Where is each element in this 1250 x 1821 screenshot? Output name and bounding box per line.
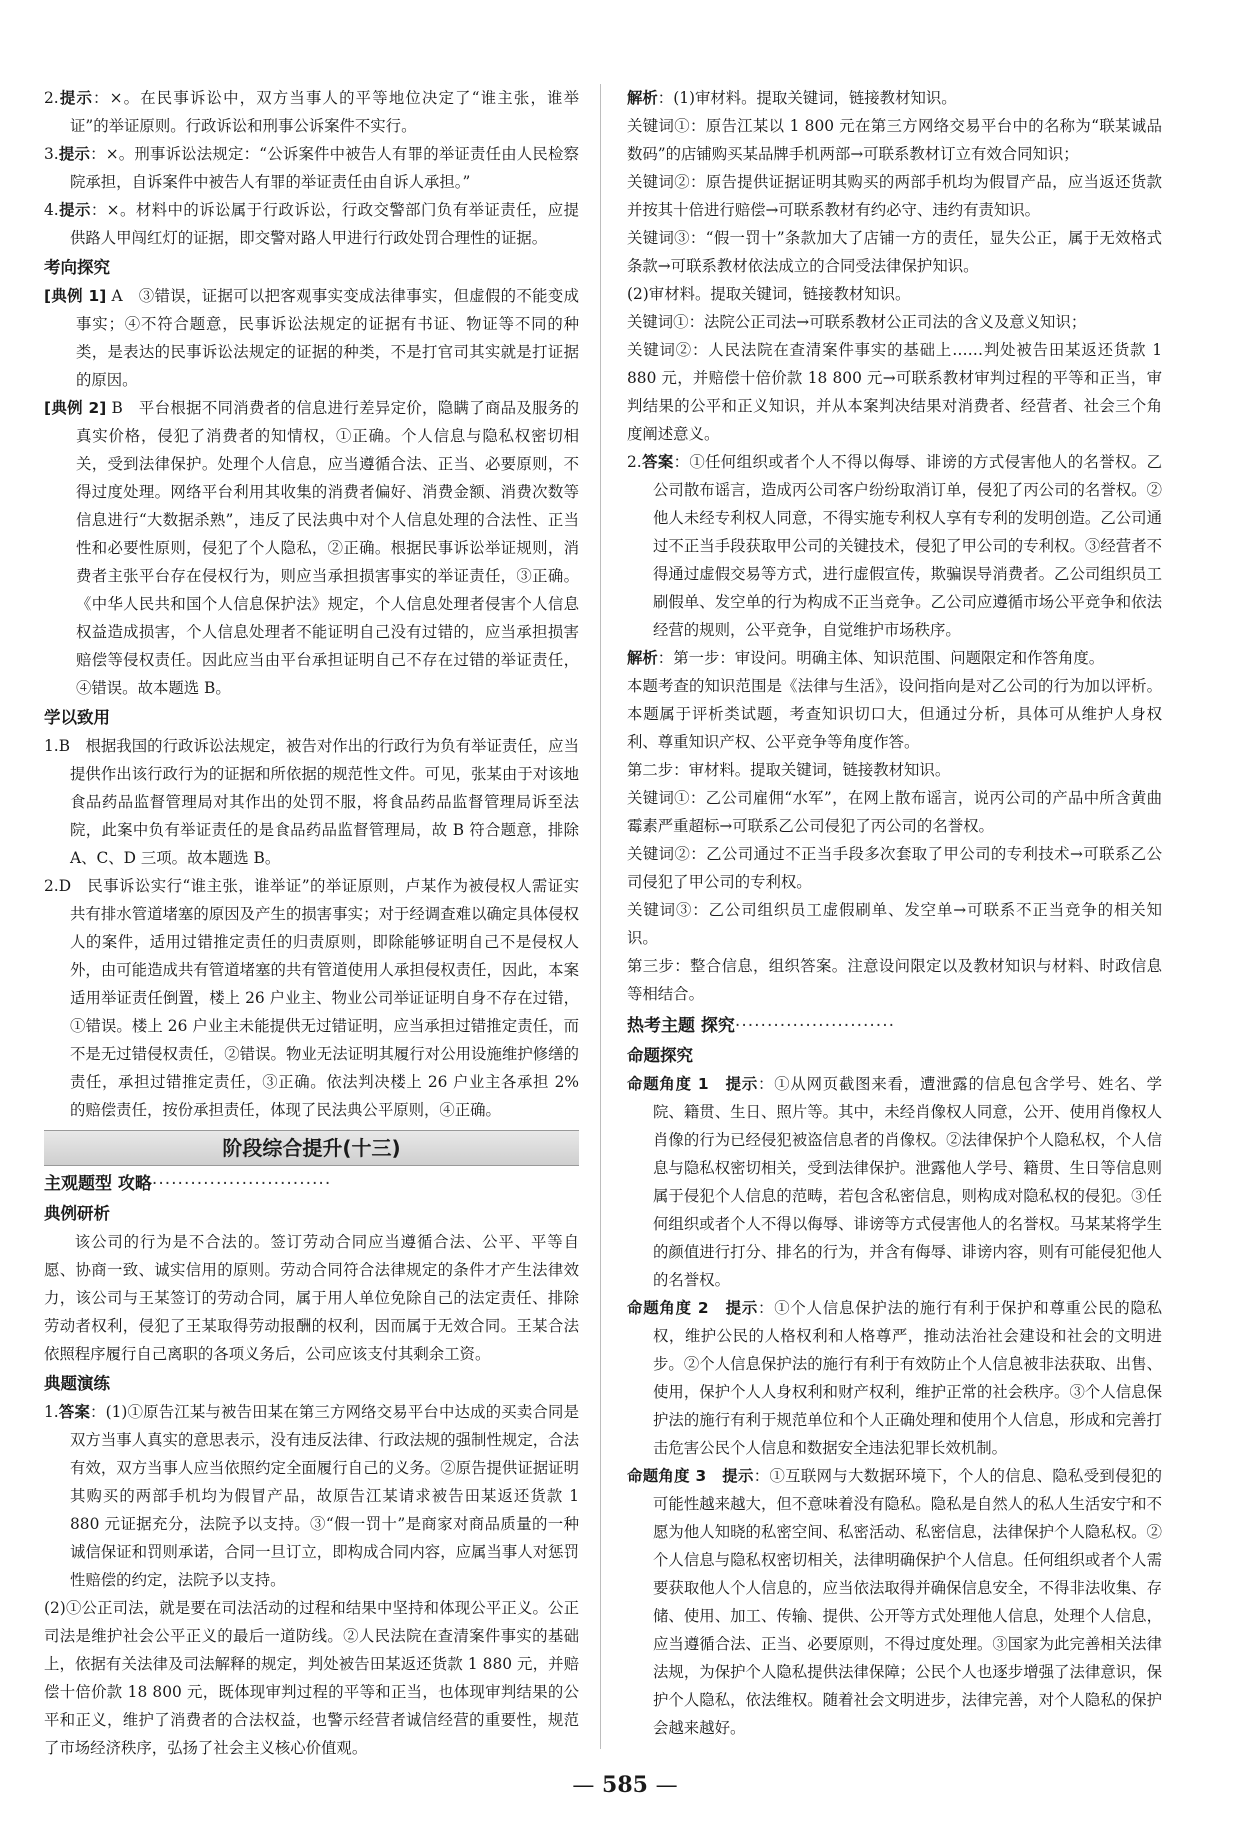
analysis-text: 该公司的行为是不合法的。签订劳动合同应当遵循合法、公平、平等自愿、协商一致、诚实信用的原则。劳动合同符合法律规定的条件才产生法律效力，该公司与王某签订的劳动合同，属于用人单位免除自己的法定责任、排除劳动者权利，侵犯了王某取得劳动报酬的权利，因而属于无效合同。王某合法依照程序履行自己离职的各项义务后，公司应该支付其剩余工资。 — [44, 1233, 579, 1363]
keyword-line: 关键词②：人民法院在查清案件事实的基础上……判处被告田某返还货款 1 880 元，并赔偿十倍价款 18 800 元→可联系教材审判过程的平等和正当，审判结果的公平和正义知识，并从本案判决结果对消费者、经营者、社会三个角度阐述意义。 — [627, 341, 1162, 443]
analysis-text: 本题考查的知识范围是《法律与生活》，设问指向是对乙公司的行为加以评析。本题属于评析类试题，考查知识切口大，但通过分析，具体可从维护人身权利、尊重知识产权、公平竞争等角度作答。 — [627, 677, 1162, 751]
prompt-angle: 命题角度 1 提示：①从网页截图来看，遭泄露的信息包含学号、姓名、学院、籍贯、生日、照片等。其中，未经肖像权人同意，公开、使用肖像权人肖像的行为已经侵犯被盗信息者的肖像权。②法律保护个人隐私权，个人信息与隐私权密切相关，受到法律保护。泄露他人学号、籍贯、生日等信息则属于侵犯个人信息的范畴，若包含私密信息，则构成对隐私权的侵犯。③任何组织或者个人不得以侮辱、诽谤等方式侵害他人的名誉权。马某某将学生的颜值进行打分、排名的行为，并含有侮辱、诽谤内容，则有可能侵犯他人的名誉权。 — [627, 1075, 1162, 1289]
section-title: 热考主题 探究························· — [627, 1016, 896, 1036]
section-heading: 学以致用 — [44, 708, 110, 727]
stage-banner: 阶段综合提升(十三) — [44, 1130, 579, 1166]
section-heading: 典题演练 — [44, 1374, 110, 1393]
prompt-angle: 命题角度 3 提示：①互联网与大数据环境下，个人的信息、隐私受到侵犯的可能性越来越大，但不意味着没有隐私。隐私是自然人的私人生活安宁和不愿为他人知晓的私密空间、私密活动、私密信息，法律保护个人隐私权。②个人信息与隐私权密切相关，法律明确保护个人信息。任何组织或者个人需要获取他人个人信息的，应当依法取得并确保信息安全，不得非法收集、存储、使用、加工、传输、提供、公开等方式处理他人信息，处理个人信息，应当遵循合法、正当、必要原则，不得过度处理。③国家为此完善相关法律法规，为保护个人隐私提供法律保障；公民个人也逐步增强了法律意识，保护个人隐私，依法维权。随着社会文明进步，法律完善，对个人隐私的保护会越来越好。 — [627, 1467, 1162, 1737]
keyword-line: 关键词③：乙公司组织员工虚假刷单、发空单→可联系不正当竞争的相关知识。 — [627, 901, 1162, 947]
analysis-head: 解析：(1)审材料。提取关键词，链接教材知识。 — [627, 89, 957, 107]
answer-item: 1.答案：(1)①原告江某与被告田某在第三方网络交易平台中达成的买卖合同是双方当事人真实的意思表示，没有违反法律、行政法规的强制性规定，合法有效，双方当事人应当依照约定全面履行自己的义务。②原告提供证据证明其购买的两部手机均为假冒产品，故原告江某请求被告田某返还货款 1 880 元证据充分，法院予以支持。③“假一罚十”是商家对商品质量的一种诚信保证和罚则承诺，合同一旦订立，即构成合同内容，应属当事人对惩罚性赔偿的约定，法院予以支持。 — [44, 1403, 579, 1589]
analysis-text: (2)审材料。提取关键词，链接教材知识。 — [627, 285, 911, 303]
answer-text: (2)①公正司法，就是要在司法活动的过程和结果中坚持和体现公平正义。公正司法是维护社会公平正义的最后一道防线。②人民法院在查清案件事实的基础上，依据有关法律及司法解释的规定，判处被告田某返还货款 1 880 元，并赔偿十倍价款 18 800 元，既体现审判过程的平等和正当，也体现审判结果的公平和正义，维护了消费者的合法权益，也警示经营者诚信经营的重要性，规范了市场经济秩序，弘扬了社会主义核心价值观。 — [44, 1599, 579, 1757]
left-column — [44, 84, 579, 1762]
analysis-text: 第二步：审材料。提取关键词，链接教材知识。 — [627, 761, 951, 779]
section-heading: 考向探究 — [44, 258, 110, 277]
section-title: 主观题型 攻略···························· — [44, 1174, 332, 1194]
analysis-text: 第三步：整合信息，组织答案。注意设问限定以及教材知识与材料、时政信息等相结合。 — [627, 957, 1162, 1003]
keyword-line: 关键词②：原告提供证据证明其购买的两部手机均为假冒产品，应当返还货款并按其十倍进行赔偿→可联系教材有约必守、违约有责知识。 — [627, 173, 1162, 219]
keyword-line: 关键词①：乙公司雇佣“水军”，在网上散布谣言，说丙公司的产品中所含黄曲霉素严重超标→可联系乙公司侵犯了丙公司的名誉权。 — [627, 789, 1162, 835]
answer-item: 4.提示：×。材料中的诉讼属于行政诉讼，行政交警部门负有举证责任，应提供路人甲闯红灯的证据，即交警对路人甲进行行政处罚合理性的证据。 — [44, 201, 579, 247]
right-column — [627, 84, 1162, 1742]
section-heading: 命题探究 — [627, 1046, 693, 1065]
keyword-line: 关键词③：“假一罚十”条款加大了店铺一方的责任，显失公正，属于无效格式条款→可联系教材依法成立的合同受法律保护知识。 — [627, 229, 1162, 275]
answer-item: 2.提示：×。在民事诉讼中，双方当事人的平等地位决定了“谁主张，谁举证”的举证原则。行政诉讼和刑事公诉案件不实行。 — [44, 89, 579, 135]
answer-item: 3.提示：×。刑事诉讼法规定：“公诉案件中被告人有罪的举证责任由人民检察院承担，自诉案件中被告人有罪的举证责任由自诉人承担。” — [44, 145, 579, 191]
keyword-line: 关键词①：法院公正司法→可联系教材公正司法的含义及意义知识； — [627, 313, 1087, 331]
page-number: — 585 — — [572, 1772, 678, 1798]
prompt-angle: 命题角度 2 提示：①个人信息保护法的施行有利于保护和尊重公民的隐私权，维护公民的人格权利和人格尊严，推动法治社会建设和社会的文明进步。②个人信息保护法的施行有利于有效防止个人信息被非法获取、出售、使用，保护个人人身权利和财产权利，维护正常的社会秩序。③个人信息保护法的施行有利于规范单位和个人正确处理和使用个人信息，形成和完善打击危害公民个人信息和数据安全违法犯罪长效机制。 — [627, 1299, 1162, 1457]
column-divider — [600, 84, 601, 1749]
answer-item: 2.答案：①任何组织或者个人不得以侮辱、诽谤的方式侵害他人的名誉权。乙公司散布谣言，造成丙公司客户纷纷取消订单，侵犯了丙公司的名誉权。②他人未经专利权人同意，不得实施专利权人享有专利的发明创造。乙公司通过不正当手段获取甲公司的关键技术，侵犯了甲公司的专利权。③经营者不得通过虚假交易等方式，进行虚假宣传，欺骗误导消费者。乙公司组织员工刷假单、发空单的行为构成不正当竞争。乙公司应遵循市场公平竞争和依法经营的规则，公平竞争，自觉维护市场秩序。 — [627, 453, 1162, 639]
answer-item: 2.D 民事诉讼实行“谁主张，谁举证”的举证原则，卢某作为被侵权人需证实共有排水管道堵塞的原因及产生的损害事实；对于经调查难以确定具体侵权人的案件，适用过错推定责任的归责原则，即除能够证明自己不是侵权人外，由可能造成共有管道堵塞的共有管道使用人承担侵权责任，因此，本案适用举证责任倒置，楼上 26 户业主、物业公司举证证明自身不存在过错，①错误。楼上 26 户业主未能提供无过错证明，应当承担过错推定责任，而不是无过错侵权责任，②错误。物业无法证明其履行对公用设施维护修缮的责任，承担过错推定责任，③正确。依法判决楼上 26 户业主各承担 2% 的赔偿责任，按份承担责任，体现了民法典公平原则，④正确。 — [44, 877, 579, 1119]
section-heading: 典例研析 — [44, 1204, 110, 1223]
analysis-head: 解析：第一步：审设问。明确主体、知识范围、问题限定和作答角度。 — [627, 649, 1105, 667]
keyword-line: 关键词②：乙公司通过不正当手段多次套取了甲公司的专利技术→可联系乙公司侵犯了甲公司的专利权。 — [627, 845, 1162, 891]
keyword-line: 关键词①：原告江某以 1 800 元在第三方网络交易平台中的名称为“联某诚品数码”的店铺购买某品牌手机两部→可联系教材订立有效合同知识； — [627, 117, 1162, 163]
example-item: [典例 2] B 平台根据不同消费者的信息进行差异定价，隐瞒了商品及服务的真实价格，侵犯了消费者的知情权，①正确。个人信息与隐私权密切相关，受到法律保护。处理个人信息，应当遵循合法、正当、必要原则，不得过度处理。网络平台利用其收集的消费者偏好、消费金额、消费次数等信息进行“大数据杀熟”，违反了民法典中对个人信息处理的合法性、正当性和必要性原则，侵犯了个人隐私，②正确。根据民事诉讼举证规则，消费者主张平台存在侵权行为，则应当承担损害事实的举证责任，③正确。《中华人民共和国个人信息保护法》规定，个人信息处理者侵害个人信息权益造成损害，个人信息处理者不能证明自己没有过错的，应当承担损害赔偿等侵权责任。因此应当由平台承担证明自己不存在过错的举证责任，④错误。故本题选 B。 — [44, 399, 579, 697]
answer-item: 1.B 根据我国的行政诉讼法规定，被告对作出的行政行为负有举证责任，应当提供作出该行政行为的证据和所依据的规范性文件。可见，张某由于对该地食品药品监督管理局对其作出的处罚不服，将食品药品监督管理局诉至法院，此案中负有举证责任的是食品药品监督管理局，故 B 符合题意，排除 A、C、D 三项。故本题选 B。 — [44, 737, 579, 867]
example-item: [典例 1] A ③错误，证据可以把客观事实变成法律事实，但虚假的不能变成事实；④不符合题意，民事诉讼法规定的证据有书证、物证等不同的种类，是表达的民事诉讼法规定的证据的种类，不是打官司其实就是打证据的原因。 — [44, 287, 579, 389]
